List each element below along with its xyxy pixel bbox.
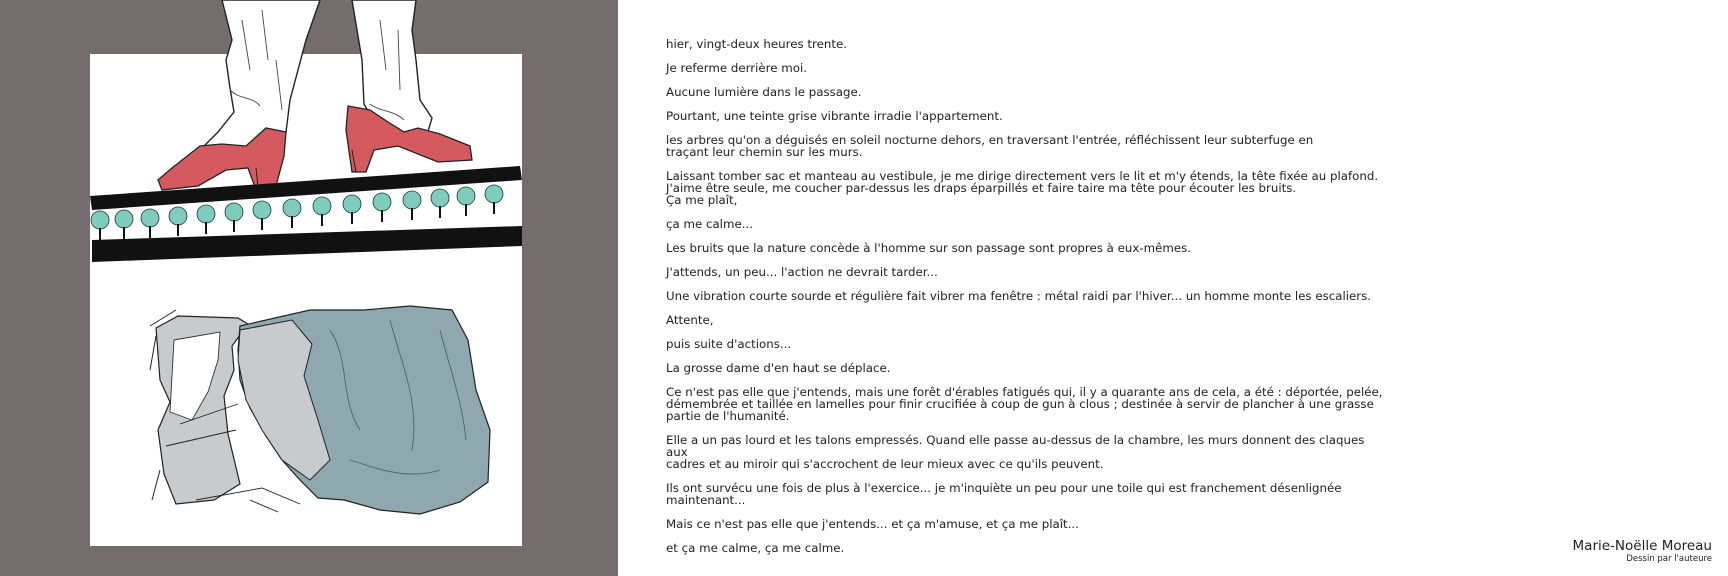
paragraph: ça me calme... — [666, 217, 753, 231]
paragraph: Ce n'est pas elle que j'entends, mais une forêt d'érables fatigués qui, il y a quarante ans de cela, a été : déportée, pelée, démembrée et taillée en lamelles pour finir crucifiée à coup de gun à clous ; destinée à servir de plancher à une grasse partie de l'humanité. — [666, 385, 1383, 423]
paragraph: Attente, — [666, 313, 714, 327]
poem-text — [666, 38, 1386, 566]
paragraph: J'attends, un peu... l'action ne devrait tarder... — [666, 265, 938, 279]
paragraph: Elle a un pas lourd et les talons empressés. Quand elle passe au-dessus de la chambre, les murs donnent des claques aux cadres et au miroir qui s'accrochent de leur mieux avec ce qu'ils peuvent. — [666, 433, 1365, 471]
paragraph: Laissant tomber sac et manteau au vestibule, je me dirige directement vers le lit et m'y étends, la tête fixée au plafond. J'aime être seule, me coucher par-dessus les draps éparpillés et faire taire ma tête pour écouter les bruits. Ça me plaît, — [666, 169, 1379, 207]
illustration-credit: Dessin par l'auteure — [1626, 554, 1712, 564]
paragraph: les arbres qu'on a déguisés en soleil nocturne dehors, en traversant l'entrée, réfléchissent leur subterfuge en traçant leur chemin sur les murs. — [666, 133, 1314, 159]
paragraph: Ils ont survécu une fois de plus à l'exercice... je m'inquiète un peu pour une toile qui est franchement désenlignée maintenant... — [666, 481, 1342, 507]
paragraph: hier, vingt-deux heures trente. — [666, 37, 847, 51]
author-block — [1573, 538, 1712, 564]
paragraph: Pourtant, une teinte grise vibrante irradie l'appartement. — [666, 109, 1003, 123]
legs-red-shoes-illustration-icon — [0, 0, 618, 576]
paragraph: La grosse dame d'en haut se déplace. — [666, 361, 891, 375]
paragraph: Je referme derrière moi. — [666, 61, 807, 75]
paragraph: Une vibration courte sourde et régulière fait vibrer ma fenêtre : métal raidi par l'hiver... un homme monte les escaliers. — [666, 289, 1372, 303]
paragraph: Mais ce n'est pas elle que j'entends... et ça m'amuse, et ça me plaît... — [666, 517, 1079, 531]
paragraph: puis suite d'actions... — [666, 337, 792, 351]
author-name: Marie-Noëlle Moreau — [1572, 538, 1712, 554]
paragraph: et ça me calme, ça me calme. — [666, 541, 845, 555]
paragraph: Les bruits que la nature concède à l'homme sur son passage sont propres à eux-mêmes. — [666, 241, 1192, 255]
illustration-panel — [0, 0, 618, 576]
paragraph: Aucune lumière dans le passage. — [666, 85, 862, 99]
